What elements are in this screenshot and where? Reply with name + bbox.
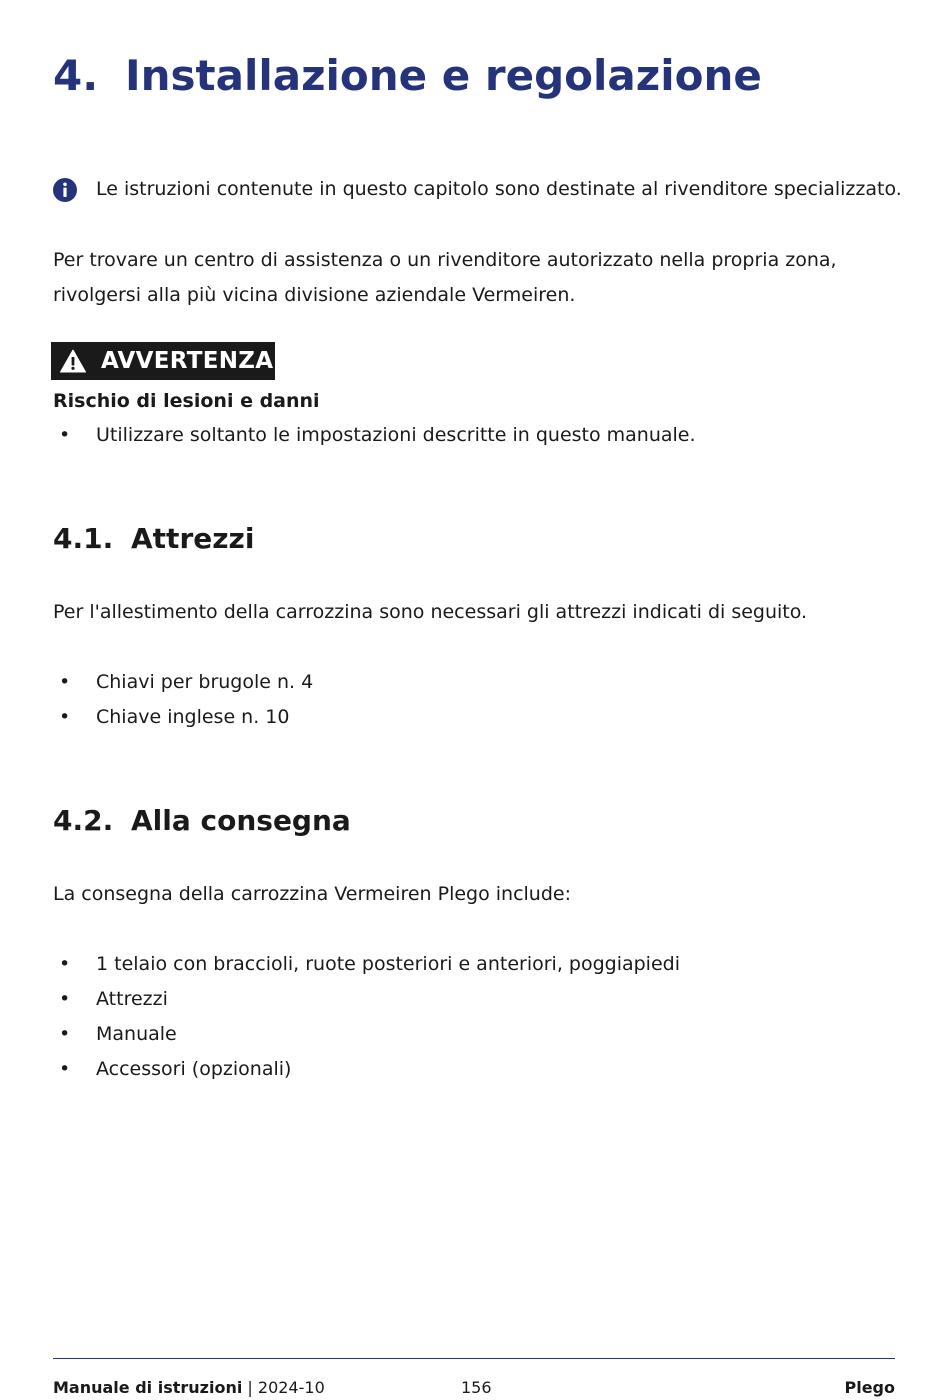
footer-separator: | [247,1378,253,1397]
list-item: • Accessori (opzionali) [59,1058,292,1080]
section-heading-consegna [53,801,351,841]
section-number: 4.1. [53,522,114,555]
tools-list [53,665,913,735]
list-item: • Utilizzare soltanto le impostazioni descritte in questo manuale. [59,424,696,446]
list-item: • Chiave inglese n. 10 [59,706,290,728]
info-note [53,174,913,204]
list-item: • Attrezzi [59,988,168,1010]
footer-product: Plego [844,1378,895,1397]
list-item: • Chiavi per brugole n. 4 [59,671,314,693]
list-item: • 1 telaio con braccioli, ruote posteriori e anteriori, poggiapiedi [59,953,680,975]
warning-label: AVVERTENZA [101,348,274,374]
warning-heading: Rischio di lesioni e danni [53,390,320,412]
info-icon [53,178,77,202]
footer-divider [53,1358,895,1359]
warning-badge [51,342,275,380]
warning-list [53,418,913,453]
list-item: • Manuale [59,1023,177,1045]
footer-doc-info [53,1376,325,1400]
section-number: 4.2. [53,804,114,837]
section-paragraph: Per l'allestimento della carrozzina sono necessari gli attrezzi indicati di seguito. [53,601,808,623]
section-heading-attrezzi [53,519,254,559]
footer-date: 2024-10 [257,1378,325,1397]
warning-triangle-icon [60,349,86,373]
section-paragraph: La consegna della carrozzina Vermeiren Plego include: [53,883,572,905]
info-note-text: Le istruzioni contenute in questo capitolo sono destinate al rivenditore specializzato. [96,178,902,200]
page-number: 156 [461,1378,492,1397]
footer-doc-title: Manuale di istruzioni [53,1378,243,1397]
intro-paragraph: Per trovare un centro di assistenza o un rivenditore autorizzato nella propria zona, rivolgersi alla più vicina divisione aziendale Vermeiren. [53,249,837,306]
chapter-number: 4. [53,51,99,100]
delivery-list [53,947,913,1087]
section-title: Alla consegna [131,804,351,837]
chapter-title-text: Installazione e regolazione [125,51,762,100]
section-title: Attrezzi [131,522,255,555]
page-footer [53,1376,895,1400]
chapter-title [53,48,762,104]
